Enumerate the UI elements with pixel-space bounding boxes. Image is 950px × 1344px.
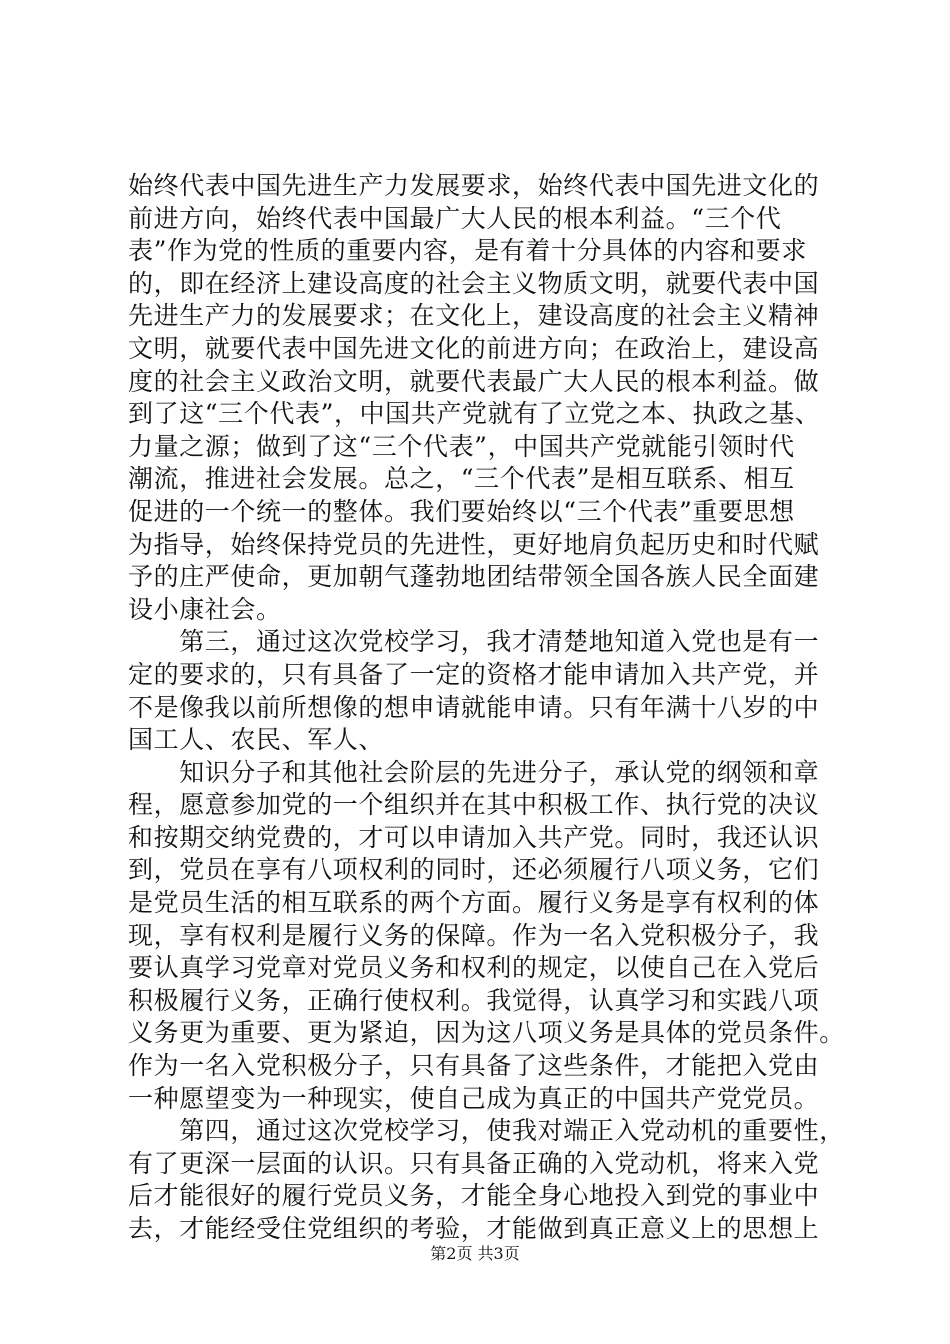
text-line: 表”作为党的性质的重要内容，是有着十分具体的内容和要求 (128, 236, 807, 266)
text-line: 要认真学习党章对党员义务和权利的规定，以使自己在入党后 (128, 953, 820, 983)
text-line: 到了这“三个代表”，中国共产党就有了立党之本、执政之基、 (128, 399, 821, 429)
text-line: 知识分子和其他社会阶层的先进分子，承认党的纲领和章 (128, 757, 820, 787)
body-text (128, 170, 845, 1246)
text-line: 前进方向，始终代表中国最广大人民的根本利益。“三个代 (128, 203, 782, 233)
text-line: 一种愿望变为一种现实，使自己成为真正的中国共产党党员。 (128, 1083, 820, 1113)
text-line: 有了更深一层面的认识。只有具备正确的入党动机，将来入党 (128, 1148, 820, 1178)
text-line: 后才能很好的履行党员义务，才能全身心地投入到党的事业中 (128, 1181, 820, 1211)
text-line: 程，愿意参加党的一个组织并在其中积极工作、执行党的决议 (128, 790, 820, 820)
text-line: 先进生产力的发展要求；在文化上，建设高度的社会主义精神 (128, 301, 820, 331)
text-line: 设小康社会。 (128, 594, 282, 624)
text-line: 作为一名入党积极分子，只有具备了这些条件，才能把入党由 (128, 1051, 820, 1081)
text-line: 促进的一个统一的整体。我们要始终以“三个代表”重要思想 (128, 496, 795, 526)
text-line: 不是像我以前所想像的想申请就能申请。只有年满十八岁的中 (128, 692, 820, 722)
text-line: 和按期交纳党费的，才可以申请加入共产党。同时，我还认识 (128, 822, 820, 852)
text-line: 为指导，始终保持党员的先进性，更好地肩负起历史和时代赋 (128, 529, 820, 559)
text-line: 定的要求的，只有具备了一定的资格才能申请加入共产党，并 (128, 659, 820, 689)
text-line: 度的社会主义政治文明，就要代表最广大人民的根本利益。做 (128, 366, 820, 396)
text-line: 义务更为重要、更为紧迫，因为这八项义务是具体的党员条件。 (128, 1018, 845, 1048)
text-line: 始终代表中国先进生产力发展要求，始终代表中国先进文化的 (128, 171, 820, 200)
text-line: 第三，通过这次党校学习，我才清楚地知道入党也是有一 (128, 627, 820, 657)
text-line: 第四，通过这次党校学习，使我对端正入党动机的重要性， (128, 1116, 845, 1146)
text-line: 积极履行义务，正确行使权利。我觉得，认真学习和实践八项 (128, 985, 820, 1015)
text-line: 国工人、农民、军人、 (128, 725, 385, 755)
text-line: 予的庄严使命，更加朝气蓬勃地团结带领全国各族人民全面建 (128, 562, 820, 592)
text-line: 是党员生活的相互联系的两个方面。履行义务是享有权利的体 (128, 888, 820, 918)
page-footer: 第2页 共3页 (430, 1244, 520, 1263)
text-line: 潮流，推进社会发展。总之，“三个代表”是相互联系、相互 (128, 464, 795, 494)
text-line: 的，即在经济上建设高度的社会主义物质文明，就要代表中国 (128, 268, 820, 298)
text-line: 现，享有权利是履行义务的保障。作为一名入党积极分子，我 (128, 920, 820, 950)
text-line: 到，党员在享有八项权利的同时，还必须履行八项义务，它们 (128, 855, 820, 885)
text-line: 文明，就要代表中国先进文化的前进方向；在政治上，建设高 (128, 333, 820, 363)
text-line: 去，才能经受住党组织的考验，才能做到真正意义上的思想上 (128, 1214, 820, 1243)
text-line: 力量之源；做到了这“三个代表”，中国共产党就能引领时代 (128, 431, 795, 461)
